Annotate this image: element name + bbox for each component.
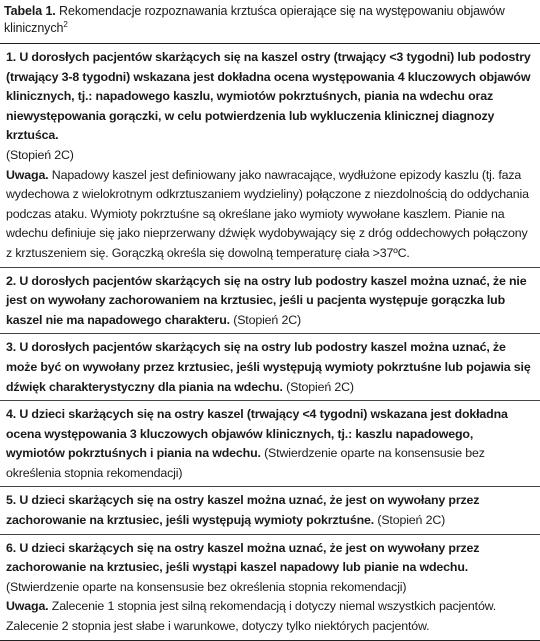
caption-text: Rekomendacje rozpoznawania krztuśca opierające się na występowaniu objawów klinicznych xyxy=(4,4,505,35)
table-row xyxy=(0,44,540,267)
recommendation-grade: (Stwierdzenie oparte na konsensusie bez określenia stopnia rekomendacji) xyxy=(6,579,407,594)
caption-label: Tabela 1. xyxy=(4,4,56,18)
table-row xyxy=(0,333,540,400)
table-row xyxy=(0,267,540,334)
table-row xyxy=(0,486,540,533)
note-label: Uwaga. xyxy=(6,599,49,614)
recommendation-text: 4. U dzieci skarżących się na ostry kaszel (trwający <4 tygodni) wskazana jest dokładna ocena występowania 3 kluczowych objawów klinicznych, tj.: kaszlu napadowego, wymiotów pokrztuśnych i piania na wdechu. xyxy=(6,407,508,461)
recommendation-text: 5. U dzieci skarżących się na ostry kaszel można uznać, że jest on wywołany przez zachorowanie na krztusiec, jeśli występują wymioty pokrztuśne. xyxy=(6,493,480,528)
note-text: Zalecenie 1 stopnia jest silną rekomendacją i dotyczy niemal wszystkich pacjentów. Zalecenie 2 stopnia jest słabe i warunkowe, dotyczy tylko niektórych pacjentów. xyxy=(6,599,497,634)
recommendation-grade: (Stopień 2C) xyxy=(229,312,301,327)
recommendation-text: 1. U dorosłych pacjentów skarżących się na kaszel ostry (trwający <3 tygodni) lub podostry (trwający 3-8 tygodni) wskazana jest dokładna ocena występowania 4 kluczowych objawów klinicznych, tj.: napadowego kaszlu, wymiotów pokrztuśnych, piania na wdechu oraz niewystępowania gorączki, w celu potwierdzenia lub wykluczenia klinicznej diagnozy krztuśca. xyxy=(6,50,531,143)
recommendations-table xyxy=(0,43,540,641)
recommendation-text: 3. U dorosłych pacjentów skarżących się na ostry lub podostry kaszel można uznać, że może być on wywołany przez krztusiec, jeśli występują wymioty pokrztuśne lub pojawia się dźwięk charakterystyczny dla piania na wdechu. xyxy=(6,340,531,394)
recommendation-grade: (Stopień 2C) xyxy=(282,379,354,394)
recommendation-text: 6. U dzieci skarżących się na ostry kaszel można uznać, że jest on wywołany przez zachorowanie na krztusiec, jeśli wystąpi kaszel napadowy lub pianie na wdechu. xyxy=(6,540,480,575)
table-row xyxy=(0,534,540,640)
table-caption xyxy=(0,0,540,39)
note-text: Napadowy kaszel jest definiowany jako nawracające, wydłużone epizody kaszlu (tj. faza wydechowa z wielokrotnym odkrztuszaniem wydzieliny) połączone z niezdolnością do oddychania podczas ataku. Wymioty pokrztuśne są określane jako wymioty wywołane kaszlem. Pianie na wdechu definiuje się jako nieprzerwany dźwięk wydobywający się z dróg oddechowych połączony z krztuszeniem się. Gorączką określa się dowolną temperaturę ciała >37ºC. xyxy=(6,167,529,260)
table-row xyxy=(0,400,540,486)
recommendation-grade: (Stopień 2C) xyxy=(374,513,446,528)
recommendation-text: 2. U dorosłych pacjentów skarżących się na ostry lub podostry kaszel można uznać, że nie jest on wywołany zachorowaniem na krztusiec, jeśli u pacjenta występuje gorączka lub kaszel nie ma napadowego charakteru. xyxy=(6,273,527,327)
caption-reference: 2 xyxy=(63,19,68,29)
recommendation-grade: (Stopień 2C) xyxy=(6,147,74,162)
recommendation-grade: (Stwierdzenie oparte na konsensusie bez określenia stopnia rekomendacji) xyxy=(6,446,485,480)
note-label: Uwaga. xyxy=(6,167,49,182)
